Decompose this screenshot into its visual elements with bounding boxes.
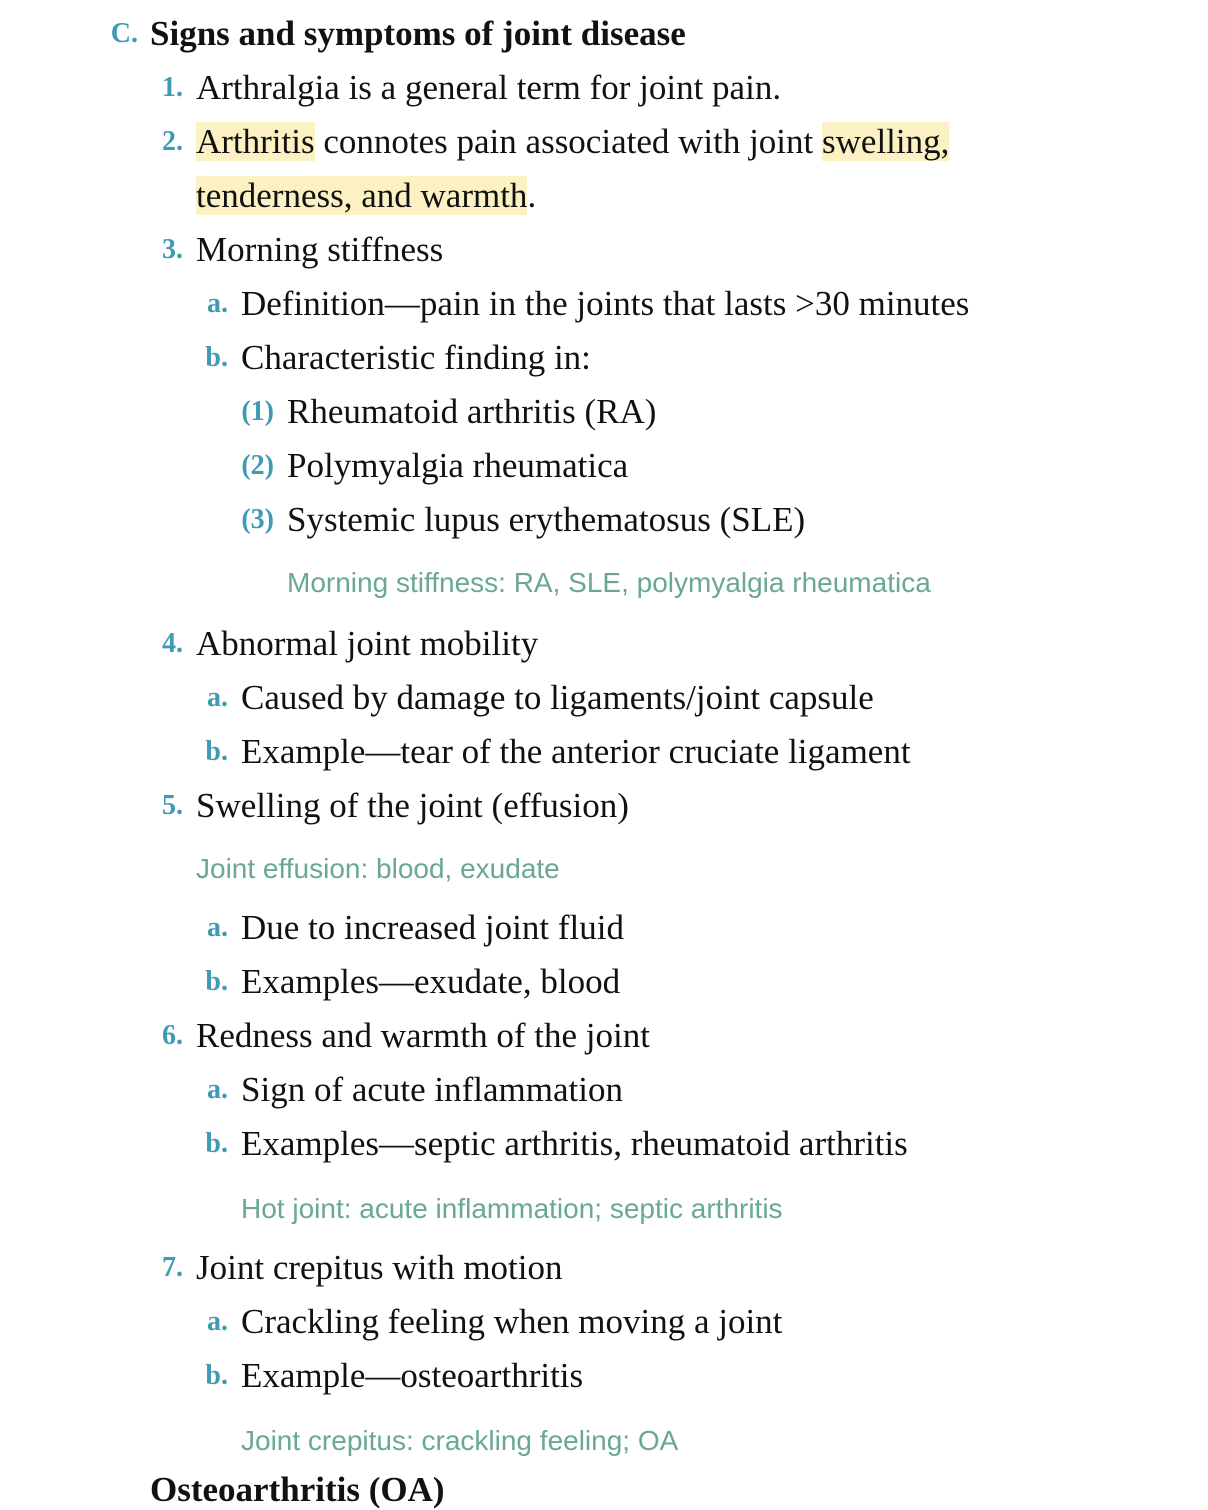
sub-sub-item-marker: (2)	[241, 450, 274, 481]
item-text: Abnormal joint mobility	[196, 624, 539, 663]
item-marker: 1.	[162, 72, 183, 103]
sub-item-text: Definition—pain in the joints that lasts >30 minutes	[241, 284, 970, 323]
sub-sub-item-text: Rheumatoid arthritis (RA)	[287, 392, 657, 431]
next-section-title-partial: Osteoarthritis (OA)	[150, 1470, 445, 1509]
margin-note-joint-crepitus: Joint crepitus: crackling feeling; OA	[241, 1425, 679, 1456]
sub-item-text: Example—tear of the anterior cruciate ligament	[241, 732, 911, 771]
item-text-continuation	[196, 176, 536, 216]
item-text	[196, 122, 949, 162]
sub-item-marker: b.	[205, 342, 228, 373]
sub-sub-item-text: Polymyalgia rheumatica	[287, 446, 629, 485]
item-marker: 4.	[162, 628, 183, 659]
sub-item-marker: b.	[205, 1128, 228, 1159]
sub-item-marker: a.	[207, 912, 228, 943]
item-marker: 2.	[162, 126, 183, 157]
item-text: Arthralgia is a general term for joint pain.	[196, 68, 782, 107]
sub-sub-item-text: Systemic lupus erythematosus (SLE)	[287, 500, 806, 539]
section-title: Signs and symptoms of joint disease	[150, 14, 686, 53]
item-marker: 3.	[162, 234, 183, 265]
item-text: Morning stiffness	[196, 230, 444, 269]
item-text: Swelling of the joint (effusion)	[196, 786, 629, 825]
margin-note-hot-joint: Hot joint: acute inflammation; septic arthritis	[241, 1193, 783, 1224]
item-text-middle: connotes pain associated with joint	[314, 122, 823, 161]
item-text: Redness and warmth of the joint	[196, 1016, 650, 1055]
item-marker: 6.	[162, 1020, 183, 1051]
highlight-swelling: swelling,	[822, 122, 950, 161]
sub-item-text: Characteristic finding in:	[241, 338, 591, 377]
sub-sub-item-marker: (1)	[241, 396, 274, 427]
sub-item-marker: a.	[207, 1074, 228, 1105]
sub-item-marker: a.	[207, 288, 228, 319]
highlight-arthritis: Arthritis	[196, 122, 315, 161]
sub-item-text: Example—osteoarthritis	[241, 1356, 584, 1395]
sub-item-text: Examples—exudate, blood	[241, 962, 621, 1001]
sub-item-text: Examples—septic arthritis, rheumatoid arthritis	[241, 1124, 908, 1163]
sub-item-text: Due to increased joint fluid	[241, 908, 624, 947]
section-marker: C.	[110, 18, 138, 49]
item-marker: 7.	[162, 1252, 183, 1283]
sub-item-marker: b.	[205, 736, 228, 767]
sub-item-marker: a.	[207, 682, 228, 713]
margin-note-morning-stiffness: Morning stiffness: RA, SLE, polymyalgia rheumatica	[287, 567, 931, 598]
sub-item-marker: b.	[205, 1360, 228, 1391]
sub-item-text: Caused by damage to ligaments/joint capsule	[241, 678, 874, 717]
sub-item-marker: b.	[205, 966, 228, 997]
sub-item-marker: a.	[207, 1306, 228, 1337]
highlight-tenderness: tenderness, and warmth	[196, 176, 528, 215]
item-marker: 5.	[162, 790, 183, 821]
item-text: Joint crepitus with motion	[196, 1248, 563, 1287]
margin-note-joint-effusion: Joint effusion: blood, exudate	[196, 853, 560, 884]
sub-item-text: Sign of acute inflammation	[241, 1070, 623, 1109]
sub-item-text: Crackling feeling when moving a joint	[241, 1302, 783, 1341]
sub-sub-item-marker: (3)	[241, 504, 274, 535]
item-text-end: .	[527, 176, 537, 215]
